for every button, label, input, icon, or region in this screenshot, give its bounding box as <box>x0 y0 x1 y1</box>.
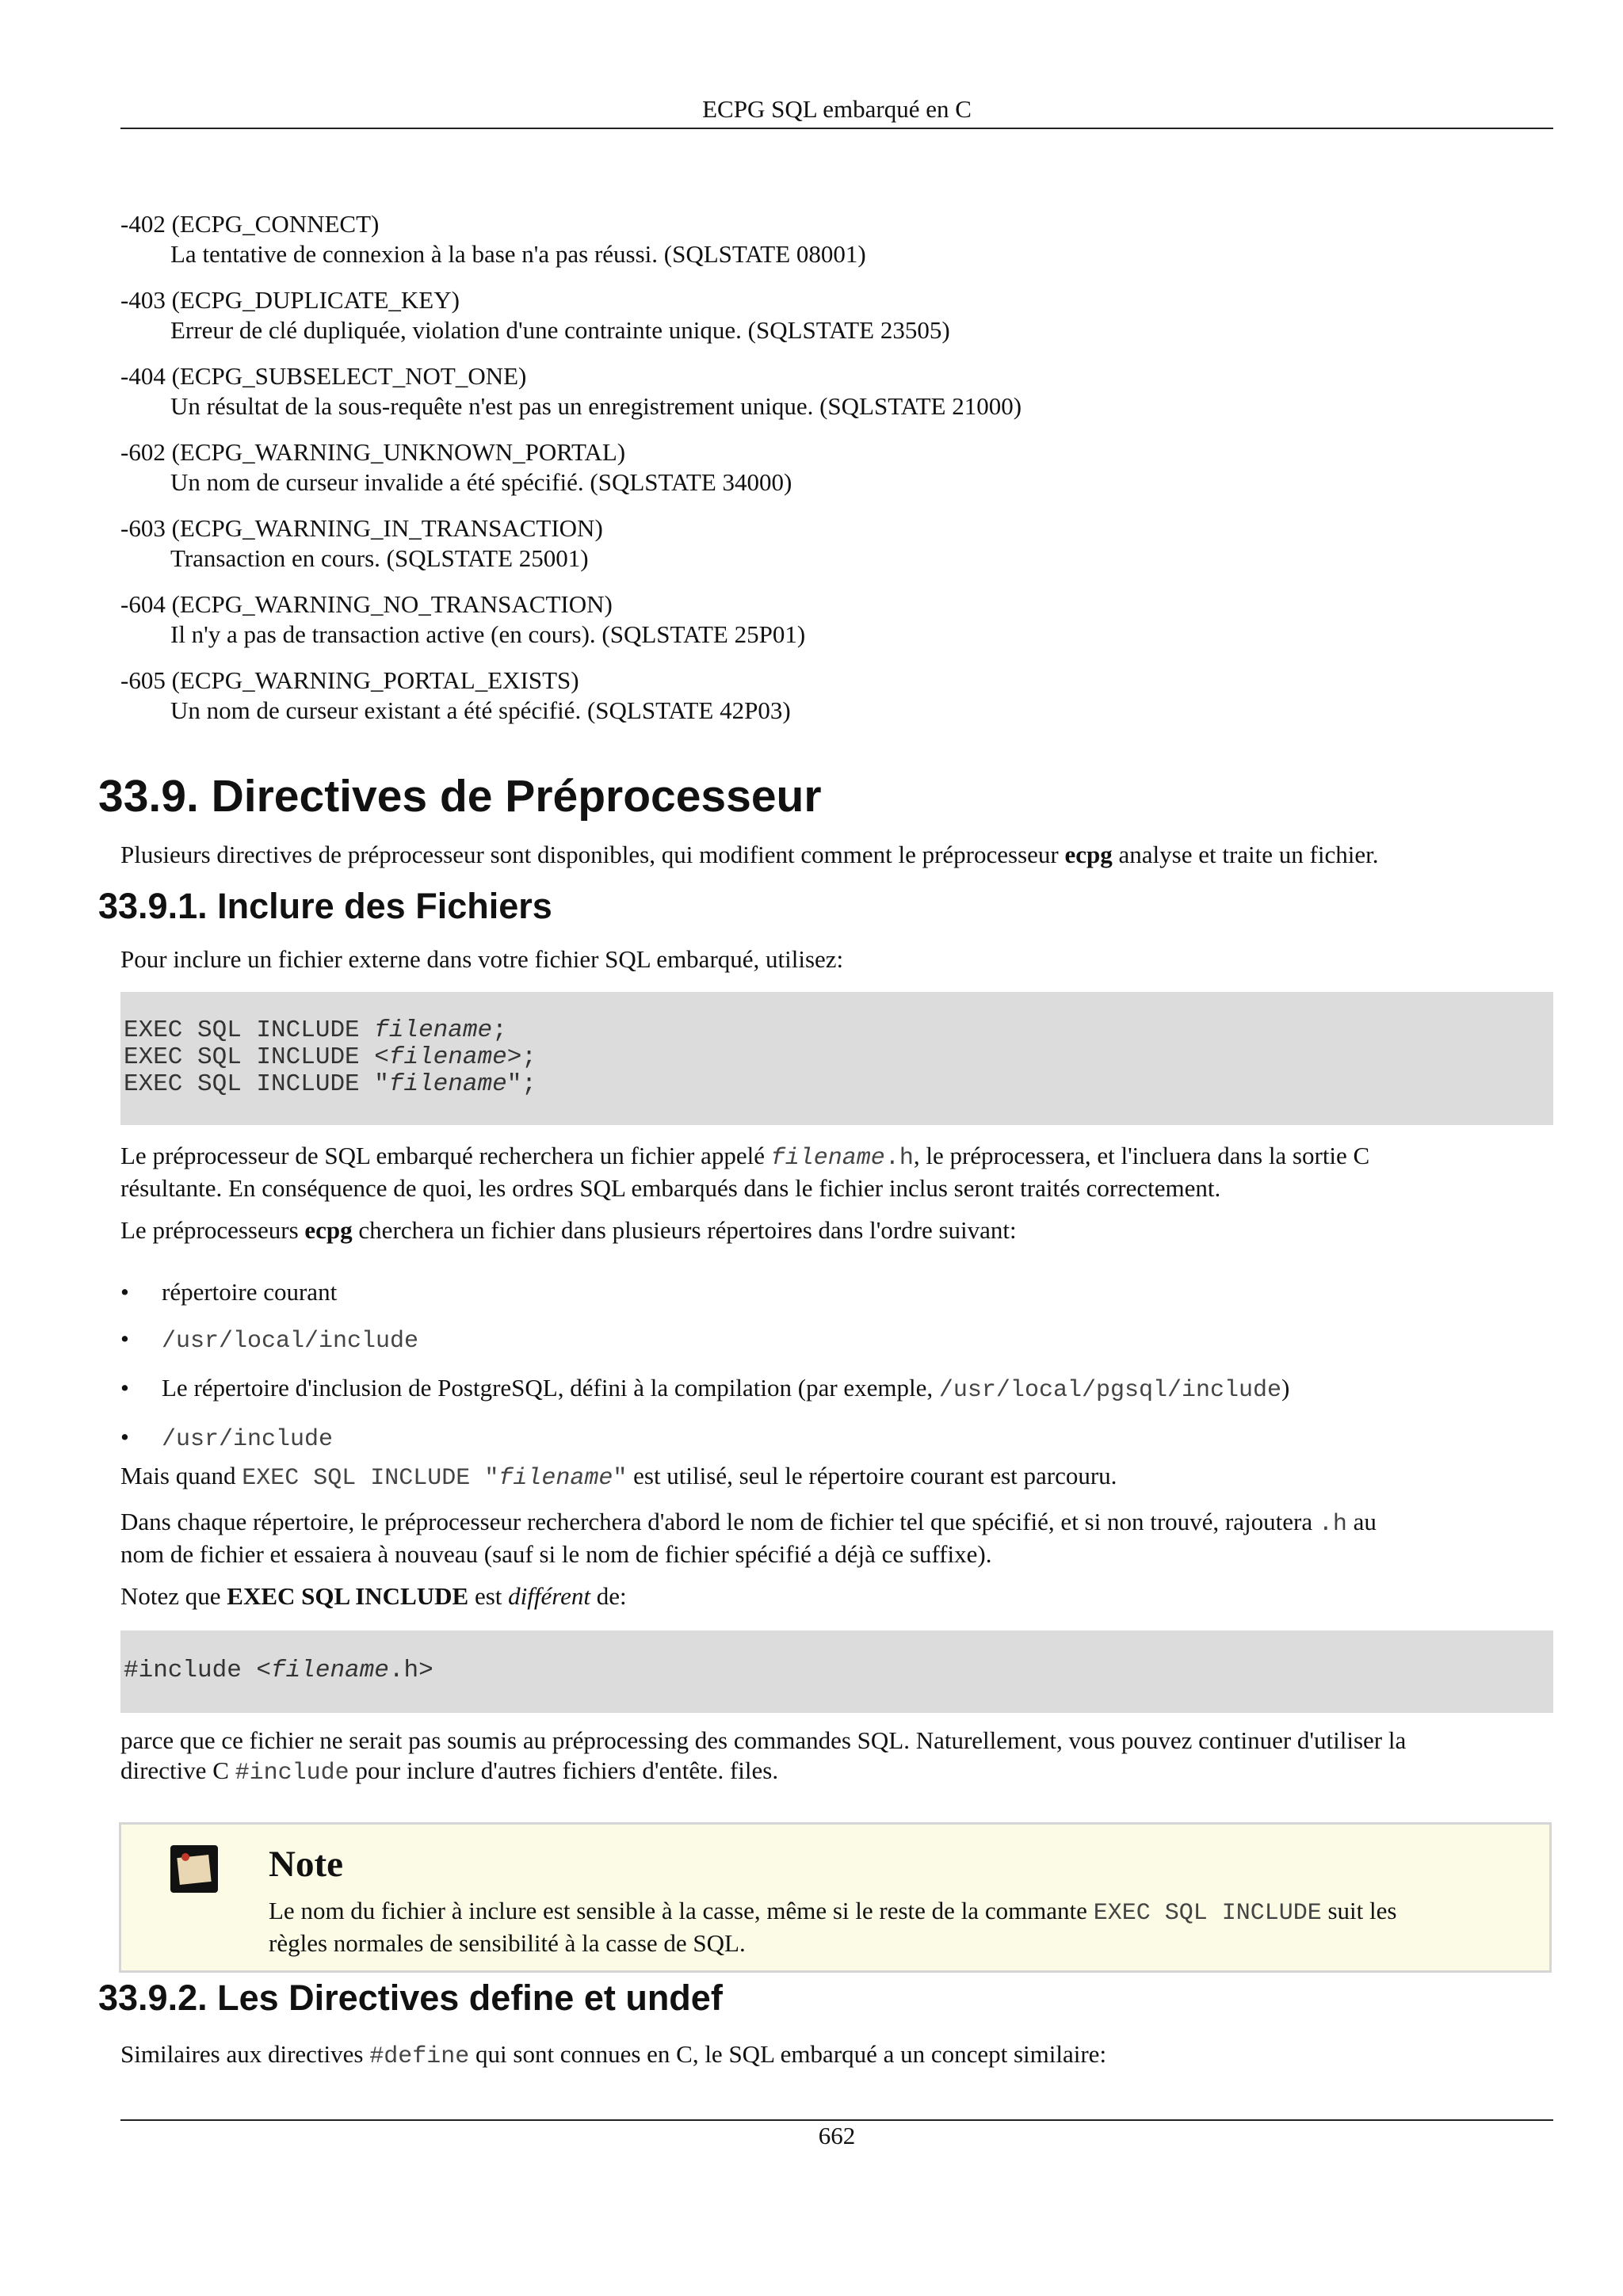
page-number: 662 <box>818 2122 856 2149</box>
include-paragraph-2: Le préprocesseur de SQL embarqué recherchera un fichier appelé filename.h, le préprocessera, et l'incluera dans la sortie C résultante. En conséquence de quoi, les ordres SQL embarqués dans le fichier inclus seront traités correctement. <box>120 1142 1370 1202</box>
footer-rule <box>120 2119 1553 2121</box>
subsection-include-heading: 33.9.1. Inclure des Fichiers <box>98 886 552 926</box>
include-code-block <box>120 992 1553 1125</box>
section-heading: 33.9. Directives de Préprocesseur <box>98 771 822 822</box>
error-code: -604 (ECPG_WARNING_NO_TRANSACTION) <box>120 590 613 618</box>
include-paragraph-5: Dans chaque répertoire, le préprocesseur recherchera d'abord le nom de fichier tel que spécifié, et si non trouvé, rajoutera .h au nom de fichier et essaiera à nouveau (sauf si le nom de fichier spécifié a déjà ce suffixe). <box>120 1508 1377 1568</box>
error-entry <box>120 589 1553 650</box>
list-item: • /usr/include <box>120 1423 334 1453</box>
code-line: EXEC SQL INCLUDE filename; <box>124 1016 507 1044</box>
error-description: Erreur de clé dupliquée, violation d'une contrainte unique. (SQLSTATE 23505) <box>170 316 950 344</box>
error-entry <box>120 513 1553 574</box>
error-entry <box>120 285 1553 345</box>
subsection-define-heading: 33.9.2. Les Directives define et undef <box>98 1978 723 2018</box>
error-entry <box>120 209 1553 269</box>
list-item: • Le répertoire d'inclusion de PostgreSQL, défini à la compilation (par exemple, /usr/local/pgsql/include) <box>120 1374 1290 1404</box>
include-intro: Pour inclure un fichier externe dans votre fichier SQL embarqué, utilisez: <box>120 945 844 973</box>
error-code: -602 (ECPG_WARNING_UNKNOWN_PORTAL) <box>120 438 626 466</box>
error-description: Un résultat de la sous-requête n'est pas un enregistrement unique. (SQLSTATE 21000) <box>170 392 1022 420</box>
define-intro: Similaires aux directives #define qui sont connues en C, le SQL embarqué a un concept similaire: <box>120 2040 1107 2070</box>
code-line: EXEC SQL INCLUDE "filename"; <box>124 1070 537 1098</box>
list-item: • /usr/local/include <box>120 1325 419 1355</box>
intro-text: Plusieurs directives de préprocesseur sont disponibles, qui modifient comment le préprocesseur <box>120 841 1065 868</box>
note-text: Le nom du fichier à inclure est sensible à la casse, même si le reste de la commante EXEC SQL INCLUDE suit les règles normales de sensibilité à la casse de SQL. <box>269 1897 1397 1957</box>
section-intro <box>120 840 1553 870</box>
error-code: -402 (ECPG_CONNECT) <box>120 210 380 238</box>
header-rule <box>120 128 1553 129</box>
directory-list <box>120 1277 1553 1471</box>
error-description: Un nom de curseur existant a été spécifié. (SQLSTATE 42P03) <box>170 696 791 724</box>
include-paragraph-7: parce que ce fichier ne serait pas soumis au préprocessing des commandes SQL. Naturellement, vous pouvez continuer d'utiliser la directive C #include pour inclure d'autres fichiers d'entête. files. <box>120 1726 1407 1787</box>
c-include-code-block: #include <filename.h> <box>120 1630 1553 1713</box>
error-code: -403 (ECPG_DUPLICATE_KEY) <box>120 286 460 314</box>
include-paragraph-3: Le préprocesseurs ecpg cherchera un fichier dans plusieurs répertoires dans l'ordre suivant: <box>120 1216 1017 1244</box>
error-description: Un nom de curseur invalide a été spécifié. (SQLSTATE 34000) <box>170 468 792 496</box>
include-paragraph-4: Mais quand EXEC SQL INCLUDE "filename" est utilisé, seul le répertoire courant est parcouru. <box>120 1462 1117 1492</box>
error-code: -404 (ECPG_SUBSELECT_NOT_ONE) <box>120 362 527 390</box>
error-description: La tentative de connexion à la base n'a pas réussi. (SQLSTATE 08001) <box>170 240 866 268</box>
error-entry <box>120 361 1553 421</box>
error-code-list <box>120 209 1553 742</box>
error-entry <box>120 437 1553 498</box>
note-icon <box>170 1845 218 1893</box>
error-code: -605 (ECPG_WARNING_PORTAL_EXISTS) <box>120 666 579 694</box>
error-description: Transaction en cours. (SQLSTATE 25001) <box>170 544 589 572</box>
intro-ecpg-bold: ecpg <box>1064 841 1113 868</box>
error-entry <box>120 666 1553 726</box>
error-description: Il n'y a pas de transaction active (en cours). (SQLSTATE 25P01) <box>170 620 806 648</box>
running-header: ECPG SQL embarqué en C <box>702 95 972 123</box>
note-admonition <box>119 1822 1552 1973</box>
intro-text-end: analyse et traite un fichier. <box>1112 841 1379 868</box>
include-paragraph-6: Notez que EXEC SQL INCLUDE est différent de: <box>120 1582 627 1610</box>
error-code: -603 (ECPG_WARNING_IN_TRANSACTION) <box>120 514 603 542</box>
code-line: EXEC SQL INCLUDE <filename>; <box>124 1043 537 1071</box>
note-title: Note <box>269 1844 343 1885</box>
list-item: • répertoire courant <box>120 1278 338 1306</box>
